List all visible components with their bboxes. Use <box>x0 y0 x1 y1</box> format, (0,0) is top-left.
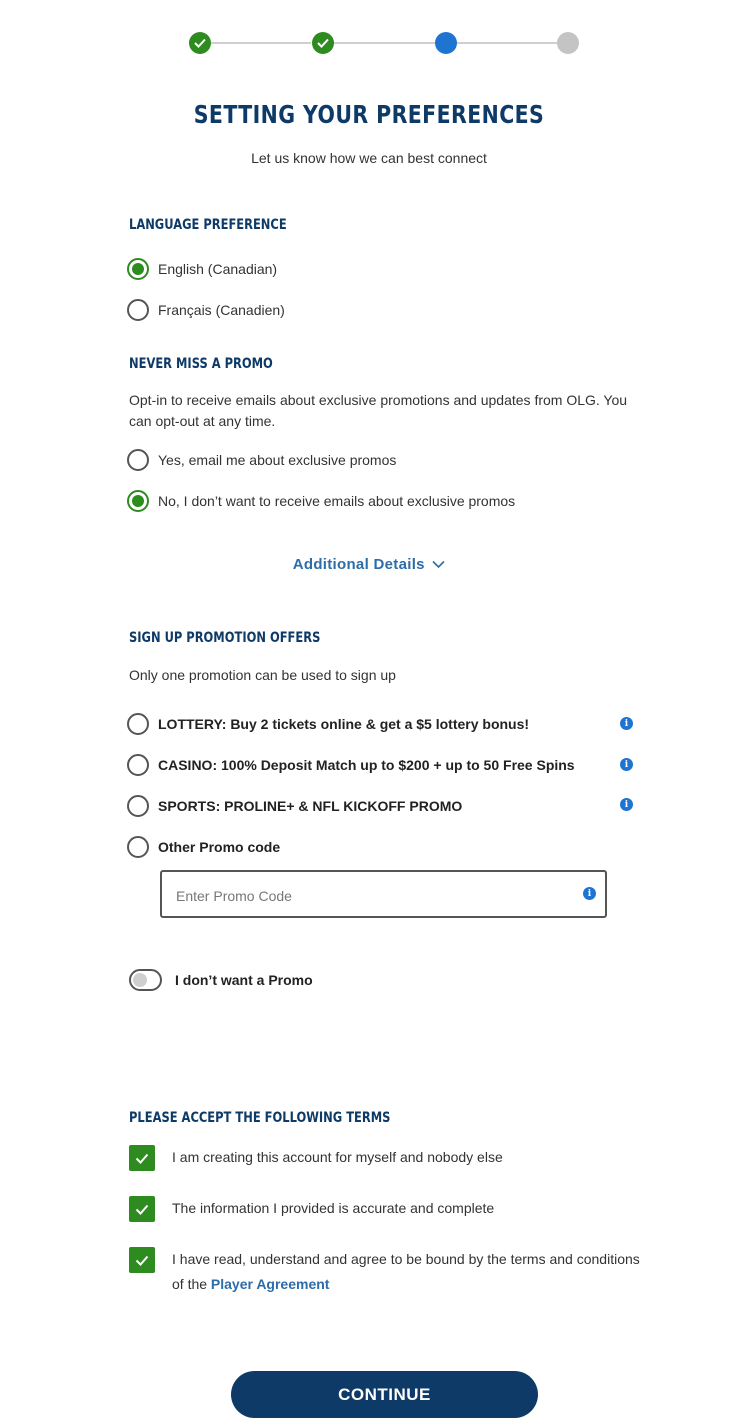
stepper-connector <box>333 42 435 44</box>
signup-offers-description: Only one promotion can be used to sign up <box>129 667 396 683</box>
check-icon <box>135 1204 149 1215</box>
additional-details-toggle[interactable] <box>0 556 738 574</box>
page-title: SETTING YOUR PREFERENCES <box>193 100 545 129</box>
promo-emails-section-title: NEVER MISS A PROMO <box>129 356 273 372</box>
promo-code-input[interactable] <box>174 882 568 910</box>
signup-offers-section-title: SIGN UP PROMOTION OFFERS <box>129 630 321 646</box>
radio-button-selected[interactable] <box>127 258 149 280</box>
radio-offer-other[interactable] <box>127 836 280 858</box>
radio-button[interactable] <box>127 754 149 776</box>
language-section-title: LANGUAGE PREFERENCE <box>129 217 287 233</box>
additional-details-link[interactable]: Additional Details <box>292 556 425 573</box>
radio-button-selected[interactable] <box>127 490 149 512</box>
checkbox-checked[interactable] <box>129 1247 155 1273</box>
radio-email-no[interactable] <box>127 490 515 512</box>
radio-button[interactable] <box>127 449 149 471</box>
terms-section-title: PLEASE ACCEPT THE FOLLOWING TERMS <box>129 1110 391 1126</box>
terms-item-own-account[interactable] <box>129 1145 642 1171</box>
no-promo-label: I don’t want a Promo <box>175 972 313 988</box>
promo-emails-description: Opt-in to receive emails about exclusive promotions and updates from OLG. You can opt-out at any time. <box>129 392 628 429</box>
chevron-down-icon <box>432 560 445 569</box>
step-2-complete <box>312 32 334 54</box>
terms-text-block <box>172 1247 642 1297</box>
radio-button[interactable] <box>127 836 149 858</box>
step-4-pending <box>557 32 579 54</box>
radio-offer-sports[interactable] <box>127 795 462 817</box>
radio-label: CASINO: 100% Deposit Match up to $200 + up to 50 Free Spins <box>158 757 575 773</box>
radio-english[interactable] <box>127 258 277 280</box>
check-icon <box>135 1255 149 1266</box>
continue-button[interactable]: CONTINUE <box>231 1371 538 1418</box>
step-1-complete <box>189 32 211 54</box>
radio-button[interactable] <box>127 713 149 735</box>
page-subtitle: Let us know how we can best connect <box>251 150 487 166</box>
terms-text: The information I provided is accurate and complete <box>172 1200 495 1216</box>
radio-offer-casino[interactable] <box>127 754 575 776</box>
radio-button[interactable] <box>127 299 149 321</box>
radio-label: SPORTS: PROLINE+ & NFL KICKOFF PROMO <box>158 798 463 814</box>
radio-label: Other Promo code <box>158 839 281 855</box>
radio-offer-lottery[interactable] <box>127 713 529 735</box>
promo-code-field[interactable] <box>160 870 607 918</box>
check-icon <box>194 38 206 48</box>
info-icon[interactable]: i <box>620 798 633 811</box>
no-promo-toggle[interactable] <box>129 969 162 991</box>
stepper-connector <box>211 42 311 44</box>
radio-email-yes[interactable] <box>127 449 396 471</box>
radio-francais[interactable] <box>127 299 285 321</box>
stepper-connector <box>457 42 557 44</box>
checkbox-checked[interactable] <box>129 1196 155 1222</box>
check-icon <box>135 1153 149 1164</box>
checkbox-checked[interactable] <box>129 1145 155 1171</box>
radio-label: English (Canadian) <box>158 261 278 277</box>
step-3-current <box>435 32 457 54</box>
terms-item-player-agreement[interactable] <box>129 1247 642 1297</box>
terms-item-accurate-info[interactable] <box>129 1196 642 1222</box>
info-icon[interactable]: i <box>583 887 596 900</box>
terms-text: I am creating this account for myself and nobody else <box>172 1149 503 1165</box>
player-agreement-link[interactable]: Player Agreement <box>210 1276 330 1292</box>
info-icon[interactable]: i <box>620 758 633 771</box>
check-icon <box>317 38 329 48</box>
terms-text: I have read, understand and agree to be bound by the terms and conditions of the <box>172 1251 640 1292</box>
radio-label: No, I don’t want to receive emails about exclusive promos <box>158 493 516 509</box>
radio-label: Yes, email me about exclusive promos <box>158 452 397 468</box>
radio-label: LOTTERY: Buy 2 tickets online & get a $5 lottery bonus! <box>158 716 530 732</box>
radio-button[interactable] <box>127 795 149 817</box>
info-icon[interactable]: i <box>620 717 633 730</box>
toggle-knob <box>133 973 147 987</box>
radio-label: Français (Canadien) <box>158 302 285 318</box>
